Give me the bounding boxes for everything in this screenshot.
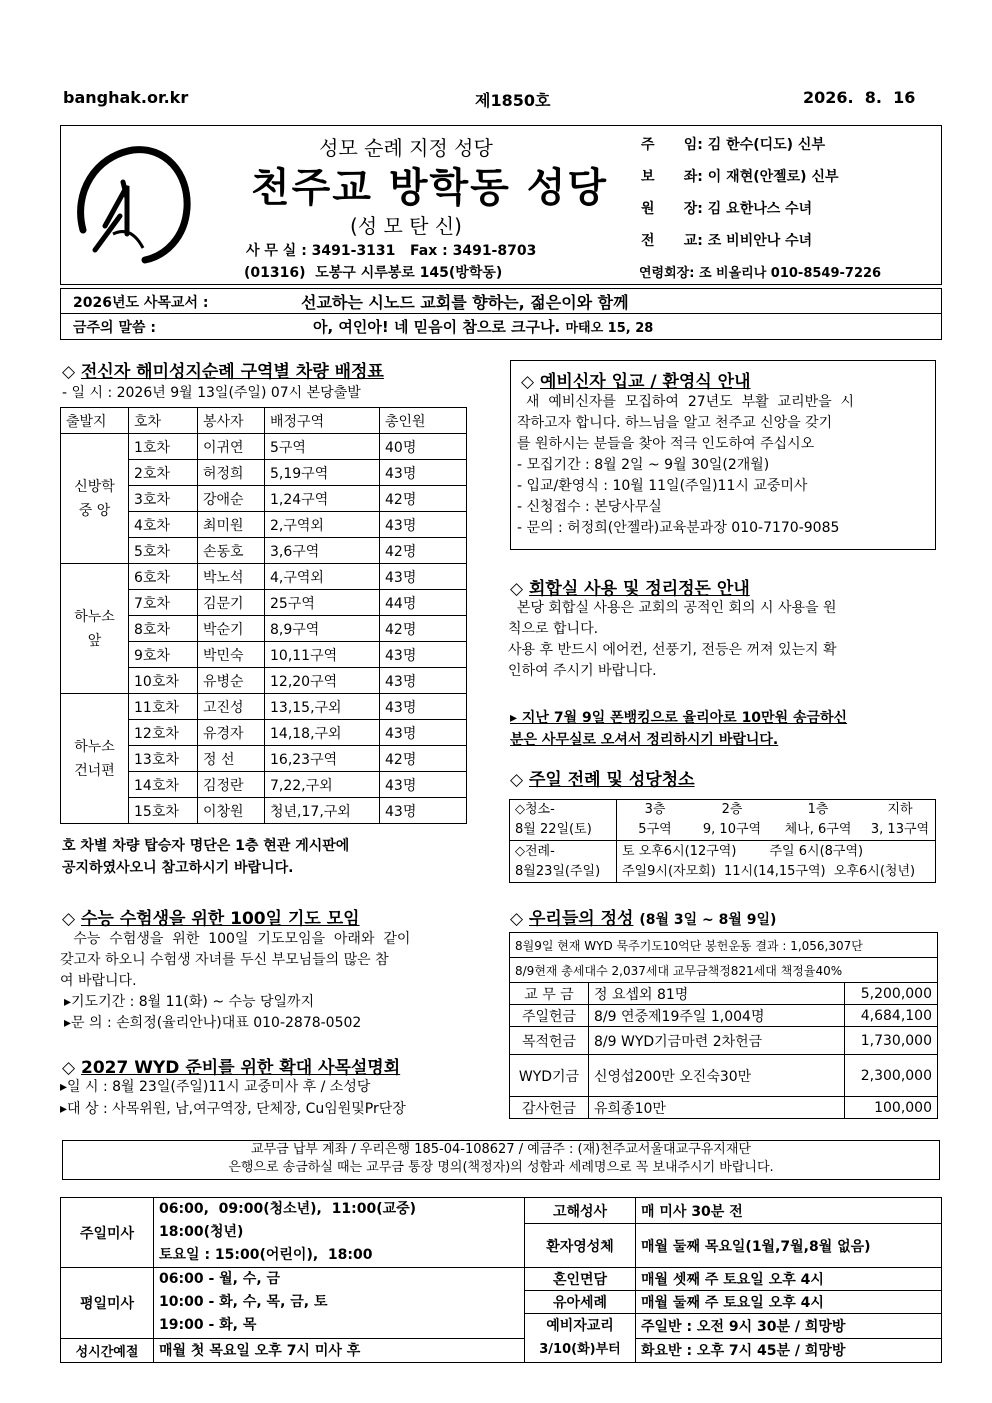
table-row: [510, 933, 938, 958]
catechumen-line: - 문의 : 허정희(안젤라)교육분과장 010-7170-9085: [517, 520, 840, 536]
weekday-time: 10:00 - 화, 수, 목, 금, 토: [159, 1294, 328, 1311]
word-label: 금주의 말씀 :: [73, 320, 156, 336]
cleaning-label: ◇청소- 8월 22일(토): [510, 800, 617, 841]
district-cell: 8,9구역: [265, 616, 380, 642]
office-address: (01316) 도봉구 시루봉로 145(방학동): [244, 265, 503, 281]
offering-amount: 100,000: [845, 1097, 938, 1119]
marriage-time: 매월 셋째 주 토요일 오후 4시: [636, 1268, 942, 1291]
catechism-label-line: 예비자교리: [546, 1318, 614, 1334]
departure-place: 하누소 앞: [61, 564, 129, 694]
table-row: [61, 694, 467, 720]
bus-cell: 2호차: [129, 460, 198, 486]
weekday-mass-label: 평일미사: [61, 1268, 154, 1339]
count-cell: 40명: [380, 434, 467, 460]
table-row: [510, 958, 938, 983]
catechumen-line: - 모집기간 : 8월 2일 ~ 9월 30일(2개월): [517, 457, 770, 473]
offering-amount: 5,200,000: [845, 983, 938, 1005]
district-cell: 10,11구역: [265, 642, 380, 668]
meeting-room-line: 칙으로 합니다.: [508, 621, 599, 637]
table-row: [510, 800, 936, 841]
confession-time: 매 미사 30분 전: [636, 1198, 942, 1224]
meeting-room-line: 인하여 주시기 바랍니다.: [508, 663, 657, 679]
liturgy-cell: [617, 841, 936, 883]
count-cell: 42명: [380, 616, 467, 642]
meeting-room-title: ◇ 회합실 사용 및 정리정돈 안내: [510, 579, 750, 599]
table-row: [61, 564, 467, 590]
motto-box: [60, 288, 942, 340]
floor-label: 지하: [887, 802, 913, 817]
volunteer-cell: 강애순: [198, 486, 265, 512]
pastoral-motto: 선교하는 시노드 교회를 향하는, 젊은이와 함께: [301, 293, 629, 312]
count-cell: 43명: [380, 460, 467, 486]
offering-type: 교 무 금: [510, 983, 589, 1005]
catechumen-body: [517, 392, 854, 539]
infant-baptism-label: 유아세례: [525, 1291, 636, 1314]
sunday-time: 06:00, 09:00(청소년), 11:00(교중): [159, 1201, 417, 1217]
site-url: banghak.or.kr: [63, 88, 189, 107]
floor-district: 3, 13구역: [870, 822, 930, 837]
count-cell: 43명: [380, 720, 467, 746]
district-cell: 25구역: [265, 590, 380, 616]
sick-communion-time: 매월 둘째 목요일(1월,7월,8월 없음): [636, 1224, 942, 1268]
volunteer-cell: 고진성: [198, 694, 265, 720]
volunteer-cell: 이창원: [198, 798, 265, 824]
catechism-tuesday: 화요반 : 오후 7시 45분 / 희망방: [636, 1338, 942, 1363]
count-cell: 43명: [380, 798, 467, 824]
motto-label: 2026년도 사목교서 :: [73, 295, 209, 311]
table-header-row: [61, 408, 467, 434]
weekday-time: 06:00 - 월, 수, 금: [159, 1271, 281, 1288]
suneung-line: 수능 수험생을 위한 100일 기도모임을 아래와 같이: [60, 931, 411, 947]
floor-label: 1층: [807, 802, 829, 817]
staff-superior: 원 장: 김 요한나스 수녀: [641, 201, 813, 217]
confession-label: 고해성사: [525, 1198, 636, 1224]
cleaning-title: ◇ 주일 전례 및 성당청소: [510, 770, 695, 790]
offering-desc: 8/9 연중제19주일 1,004명: [589, 1005, 845, 1027]
office-phone: 사 무 실 : 3491-3131 Fax : 3491-8703: [246, 243, 537, 259]
bus-cell: 10호차: [129, 668, 198, 694]
bus-cell: 12호차: [129, 720, 198, 746]
district-cell: 7,22,구외: [265, 772, 380, 798]
catechumen-line: 를 원하시는 분들을 찾아 적극 인도하여 주십시오: [517, 436, 815, 452]
departure-place: 신방학 중 앙: [61, 434, 129, 564]
pilgrimage-note-1: 호 차별 차량 탑승자 명단은 1층 현관 게시판에: [62, 838, 350, 854]
pilgrimage-date: - 일 시 : 2026년 9월 13일(주일) 07시 본당출발: [62, 385, 361, 401]
district-cell: 12,20구역: [265, 668, 380, 694]
table-row: [510, 1055, 938, 1097]
bus-cell: 11호차: [129, 694, 198, 720]
offering-desc: 8/9 WYD기금마련 2차헌금: [589, 1027, 845, 1055]
bank-instruction: 은행으로 송금하실 때는 교무금 통장 명의(책정자)의 성함과 세례명으로 꼭 보내주시기 바랍니다.: [228, 1160, 774, 1175]
departure-place: 하누소 건너편: [61, 694, 129, 824]
mass-schedule-table: [60, 1197, 942, 1363]
count-cell: 42명: [380, 486, 467, 512]
volunteer-cell: 최미원: [198, 512, 265, 538]
parish-name: 천주교 방학동 성당: [251, 165, 608, 211]
catechumen-line: - 입교/환영식 : 10월 11일(주일)11시 교중미사: [517, 478, 808, 494]
bus-cell: 13호차: [129, 746, 198, 772]
liturgy-line: 주일9시(자모회) 11시(14,15구역) 오후6시(청년): [622, 863, 916, 879]
bus-cell: 1호차: [129, 434, 198, 460]
volunteer-cell: 허정희: [198, 460, 265, 486]
count-cell: 43명: [380, 668, 467, 694]
volunteer-cell: 박순기: [198, 616, 265, 642]
header-subtitle: 성모 순례 지정 성당: [319, 136, 493, 160]
catechism-start: 3/10(화)부터: [539, 1342, 621, 1357]
marriage-label: 혼인면담: [525, 1268, 636, 1291]
weekday-mass-times: [154, 1268, 525, 1339]
count-cell: 43명: [380, 564, 467, 590]
catechumen-box: [510, 360, 936, 550]
offering-title: ◇ 우리들의 정성 (8월 3일 ~ 8월 9일): [510, 909, 777, 929]
district-cell: 3,6구역: [265, 538, 380, 564]
meeting-room-line: 사용 후 반드시 에어컨, 선풍기, 전등은 꺼져 있는지 확: [508, 642, 837, 658]
catechumen-line: - 신청접수 : 본당사무실: [517, 499, 662, 515]
floor-district: 체나, 6구역: [784, 822, 852, 837]
district-cell: 4,구역외: [265, 564, 380, 590]
volunteer-cell: 유경자: [198, 720, 265, 746]
count-cell: 44명: [380, 590, 467, 616]
rosary-result: 8월9일 현재 WYD 묵주기도10억단 봉헌운동 결과 : 1,056,307단: [510, 933, 938, 958]
staff-associate: 보 좌: 이 재현(안젤로) 신부: [641, 169, 839, 185]
pilgrimage-table: [60, 407, 467, 824]
bus-cell: 14호차: [129, 772, 198, 798]
household-stats: 8/9현재 총세대수 2,037세대 교무금책정821세대 책정율40%: [510, 958, 938, 983]
bus-cell: 15호차: [129, 798, 198, 824]
volunteer-cell: 박민숙: [198, 642, 265, 668]
count-cell: 43명: [380, 512, 467, 538]
transfer-notice-2: 분은 사무실로 오셔서 정리하시기 바랍니다.: [510, 732, 779, 748]
floor-label: 2층: [721, 802, 743, 817]
table-row: [61, 1338, 942, 1363]
count-cell: 43명: [380, 642, 467, 668]
meeting-room-body: [508, 598, 837, 682]
floor-district: 9, 10구역: [702, 822, 762, 837]
offering-desc: 신영섭200만 오진숙30만: [589, 1055, 845, 1097]
table-row: [510, 1097, 938, 1119]
staff-pastor: 주 임: 김 한수(디도) 신부: [641, 137, 825, 153]
table-header: 호차: [129, 408, 198, 434]
volunteer-cell: 이귀연: [198, 434, 265, 460]
offering-amount: 2,300,000: [845, 1055, 938, 1097]
table-row: [510, 983, 938, 1005]
issue-date: 2026. 8. 16: [803, 88, 916, 107]
table-header: 배정구역: [265, 408, 380, 434]
sick-communion-label: 환자영성체: [525, 1224, 636, 1268]
offering-type: 감사헌금: [510, 1097, 589, 1119]
bank-notice: [62, 1140, 940, 1180]
table-row: [61, 434, 467, 460]
staff-catechist: 전 교: 조 비비안나 수녀: [641, 233, 813, 249]
district-cell: 5,19구역: [265, 460, 380, 486]
transfer-notice-1: ▸ 지난 7월 9일 폰뱅킹으로 율리아로 10만원 송금하신: [510, 710, 848, 726]
liturgy-line: 토 오후6시(12구역) 주일 6시(8구역): [622, 843, 864, 859]
table-row: [61, 1198, 942, 1224]
sunday-mass-times: [154, 1198, 525, 1268]
table-header: 총인원: [380, 408, 467, 434]
parish-logo-icon: [65, 138, 195, 268]
district-cell: 16,23구역: [265, 746, 380, 772]
cleaning-table: [509, 799, 936, 883]
count-cell: 42명: [380, 538, 467, 564]
liturgy-label: ◇전례- 8월23일(주일): [510, 841, 617, 883]
weekday-time: 19:00 - 화, 목: [159, 1317, 257, 1334]
offering-type: 주일헌금: [510, 1005, 589, 1027]
funeral-president: 연령회장: 조 비올리나 010-8549-7226: [639, 266, 882, 281]
catechumen-title: ◇ 예비신자 입교 / 환영식 안내: [521, 372, 751, 392]
table-row: [61, 1268, 942, 1291]
pilgrimage-title: ◇ 전신자 해미성지순례 구역별 차량 배정표: [62, 362, 384, 382]
issue-number: 제1850호: [475, 91, 551, 110]
offering-desc: 유희종10만: [589, 1097, 845, 1119]
meeting-room-line: 본당 회합실 사용은 교회의 공적인 회의 시 사용을 원: [508, 600, 837, 616]
offering-amount: 4,684,100: [845, 1005, 938, 1027]
catechism-label: [525, 1314, 636, 1363]
suneung-line: 여 바랍니다.: [60, 973, 137, 989]
adoration-time: 매월 첫 목요일 오후 7시 미사 후: [154, 1338, 525, 1363]
table-row: [510, 841, 936, 883]
suneung-body: [60, 929, 490, 1034]
district-cell: 13,15,구외: [265, 694, 380, 720]
suneung-period: ▸기도기간 : 8월 11(화) ~ 수능 당일까지: [64, 994, 315, 1010]
parish-patron: (성 모 탄 신): [350, 214, 462, 238]
bus-cell: 4호차: [129, 512, 198, 538]
volunteer-cell: 정 선: [198, 746, 265, 772]
sunday-time: 18:00(청년): [159, 1224, 244, 1240]
district-cell: 청년,17,구외: [265, 798, 380, 824]
bus-cell: 3호차: [129, 486, 198, 512]
suneung-contact: ▸문 의 : 손희정(율리안나)대표 010-2878-0502: [64, 1015, 362, 1031]
wyd-title: ◇ 2027 WYD 준비를 위한 확대 사목설명회: [62, 1058, 401, 1078]
suneung-title: ◇ 수능 수험생을 위한 100일 기도 모임: [62, 909, 360, 929]
bus-cell: 5호차: [129, 538, 198, 564]
suneung-line: 갖고자 하오니 수험생 자녀를 두신 부모님들의 많은 참: [60, 952, 389, 968]
offering-type: WYD기금: [510, 1055, 589, 1097]
count-cell: 43명: [380, 772, 467, 798]
catechumen-line: 새 예비신자를 모집하여 27년도 부활 교리반을 시: [517, 394, 855, 410]
adoration-label: 성시간예절: [61, 1338, 154, 1363]
table-row: [510, 1005, 938, 1027]
floor-label: 3층: [644, 802, 666, 817]
volunteer-cell: 김문기: [198, 590, 265, 616]
district-cell: 5구역: [265, 434, 380, 460]
district-cell: 1,24구역: [265, 486, 380, 512]
table-row: [510, 1027, 938, 1055]
table-header: 출발지: [61, 408, 129, 434]
table-header: 봉사자: [198, 408, 265, 434]
bus-cell: 6호차: [129, 564, 198, 590]
staff-list: [641, 134, 941, 262]
count-cell: 43명: [380, 694, 467, 720]
volunteer-cell: 김정란: [198, 772, 265, 798]
offering-type: 목적헌금: [510, 1027, 589, 1055]
volunteer-cell: 유병순: [198, 668, 265, 694]
sunday-mass-label: 주일미사: [61, 1198, 154, 1268]
wyd-time: ▸일 시 : 8월 23일(주일)11시 교중미사 후 / 소성당: [60, 1079, 371, 1095]
bus-cell: 7호차: [129, 590, 198, 616]
infant-baptism-time: 매월 둘째 주 토요일 오후 4시: [636, 1291, 942, 1314]
sunday-time: 토요일 : 15:00(어린이), 18:00: [159, 1247, 373, 1263]
bus-cell: 9호차: [129, 642, 198, 668]
catechumen-line: 작하고자 합니다. 하느님을 알고 천주교 신앙을 갖기: [517, 415, 833, 431]
district-cell: 2,구역외: [265, 512, 380, 538]
catechism-sunday: 주일반 : 오전 9시 30분 / 희망방: [636, 1314, 942, 1339]
weekly-word: 아, 여인아! 네 믿음이 참으로 크구나. 마태오 15, 28: [313, 318, 654, 336]
cleaning-cell: [617, 800, 936, 841]
offering-amount: 1,730,000: [845, 1027, 938, 1055]
wyd-target: ▸대 상 : 사목위원, 남,여구역장, 단체장, Cu임원및Pr단장: [60, 1101, 406, 1117]
count-cell: 42명: [380, 746, 467, 772]
offering-table: [509, 932, 938, 1119]
offering-desc: 정 요셉외 81명: [589, 983, 845, 1005]
header-box: [60, 125, 942, 285]
floor-district: 5구역: [638, 822, 672, 837]
district-cell: 14,18,구외: [265, 720, 380, 746]
volunteer-cell: 손동호: [198, 538, 265, 564]
pilgrimage-note-2: 공지하였사오니 참고하시기 바랍니다.: [62, 860, 294, 876]
bank-account: 교무금 납부 계좌 / 우리은행 185-04-108627 / 예금주 : (재)천주교서울대교구유지재단: [251, 1142, 751, 1157]
bus-cell: 8호차: [129, 616, 198, 642]
volunteer-cell: 박노석: [198, 564, 265, 590]
